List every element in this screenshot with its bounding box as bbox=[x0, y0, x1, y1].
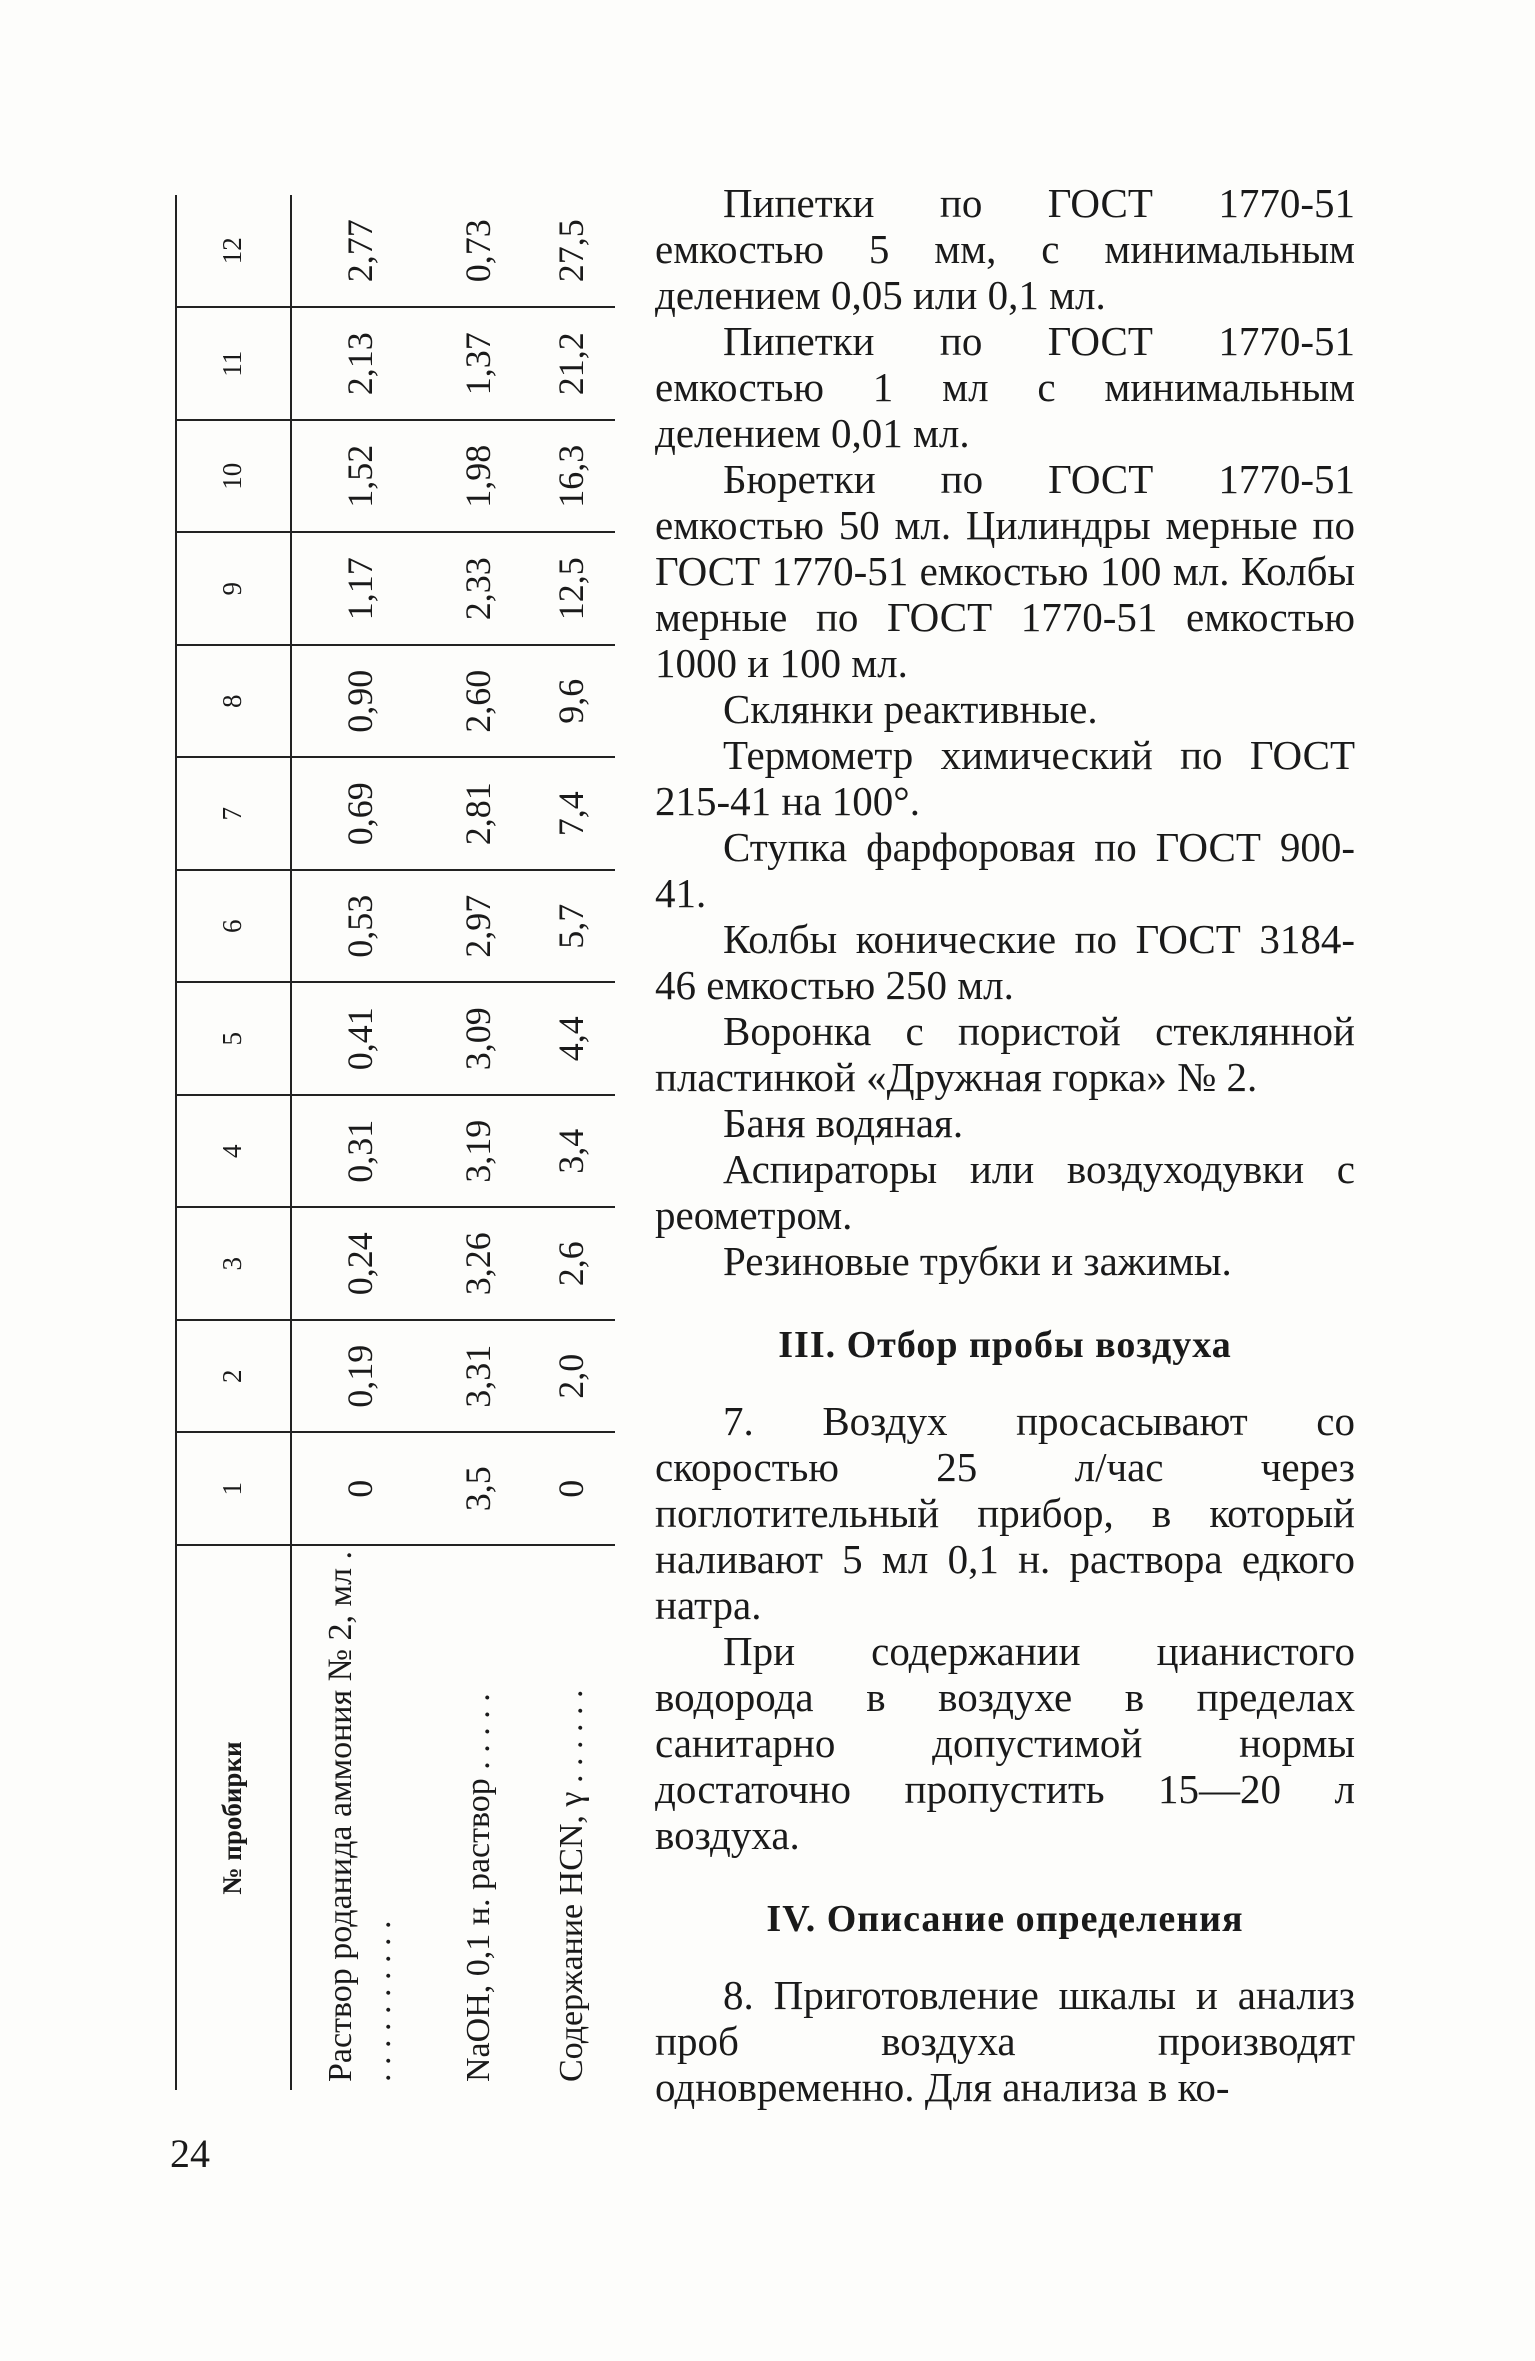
paragraph: Пипетки по ГОСТ 1770-51 емкостью 1 мл с минимальным делением 0,01 мл. bbox=[655, 318, 1355, 456]
row-label: Раствор роданида аммония № 2, мл . . . . . . . . . . . bbox=[322, 1550, 399, 2082]
table-cell: 0,31 bbox=[291, 1095, 429, 1208]
table-cell: 2,97 bbox=[429, 870, 528, 983]
page-number: 24 bbox=[170, 2131, 210, 2176]
rotated-table-frame bbox=[175, 195, 615, 2090]
paragraph: 7. Воздух просасывают со скоростью 25 л/час через поглотительный прибор, в который наливают 5 мл 0,1 н. раствора едкого натра. bbox=[655, 1398, 1355, 1628]
header-cell: 2 bbox=[175, 1320, 291, 1433]
table-cell: 7,4 bbox=[527, 758, 615, 871]
header-cell: 5 bbox=[175, 983, 291, 1096]
header-cell: 10 bbox=[175, 420, 291, 533]
section-heading-4: IV. Описание определения bbox=[766, 1898, 1244, 1940]
section-heading-3: III. Отбор пробы воздуха bbox=[778, 1324, 1232, 1366]
table-cell: 2,81 bbox=[429, 758, 528, 871]
table-row bbox=[429, 195, 528, 2090]
table-cell: 2,33 bbox=[429, 533, 528, 646]
table-cell: 5,7 bbox=[527, 870, 615, 983]
table-row bbox=[291, 195, 429, 2090]
header-cell: 1 bbox=[175, 1433, 291, 1546]
table-header-row bbox=[175, 195, 291, 2090]
calibration-table bbox=[175, 195, 615, 2090]
table-rotator bbox=[175, 195, 615, 2090]
table-cell: 9,6 bbox=[527, 645, 615, 758]
table-cell: 4,4 bbox=[527, 983, 615, 1096]
header-cell: 8 bbox=[175, 645, 291, 758]
header-cell: 11 bbox=[175, 308, 291, 421]
table-cell: 0,41 bbox=[291, 983, 429, 1096]
table-cell: 1,37 bbox=[429, 308, 528, 421]
table-cell: 0 bbox=[527, 1433, 615, 1546]
table-cell: 0,24 bbox=[291, 1208, 429, 1321]
table-cell: 16,3 bbox=[527, 420, 615, 533]
paragraph: Резиновые трубки и зажимы. bbox=[723, 1238, 1232, 1284]
paragraph: Пипетки по ГОСТ 1770-51 емкостью 5 мм, с минимальным делением 0,05 или 0,1 мл. bbox=[655, 180, 1355, 318]
header-cell: 6 bbox=[175, 870, 291, 983]
table-cell: 21,2 bbox=[527, 308, 615, 421]
table-cell: 27,5 bbox=[527, 195, 615, 308]
header-cell: 4 bbox=[175, 1095, 291, 1208]
row-label: Содержание HCN, γ . . . . . . bbox=[552, 1689, 590, 2082]
paragraph: Колбы конические по ГОСТ 3184-46 емкостью 250 мл. bbox=[655, 916, 1355, 1008]
table-cell: 12,5 bbox=[527, 533, 615, 646]
table-cell: 3,5 bbox=[429, 1433, 528, 1546]
paragraph: Бюретки по ГОСТ 1770-51 емкостью 50 мл. Цилиндры мерные по ГОСТ 1770-51 емкостью 100 мл. Колбы мерные по ГОСТ 1770-51 емкостью 1000 и 100 мл. bbox=[655, 456, 1355, 686]
table-cell: 0,73 bbox=[429, 195, 528, 308]
table-cell: 3,4 bbox=[527, 1095, 615, 1208]
table-cell: 3,19 bbox=[429, 1095, 528, 1208]
table-cell: 0,53 bbox=[291, 870, 429, 983]
table-cell: 3,09 bbox=[429, 983, 528, 1096]
paragraph: Баня водяная. bbox=[723, 1100, 964, 1146]
table-cell: 2,77 bbox=[291, 195, 429, 308]
header-cell: 3 bbox=[175, 1208, 291, 1321]
table-cell: 0,69 bbox=[291, 758, 429, 871]
table-cell: 1,52 bbox=[291, 420, 429, 533]
table-cell: 3,31 bbox=[429, 1320, 528, 1433]
header-label: № пробирки bbox=[175, 1545, 291, 2090]
table-cell: 2,6 bbox=[527, 1208, 615, 1321]
table-cell: 2,13 bbox=[291, 308, 429, 421]
paragraph: 8. Приготовление шкалы и анализ проб воздуха производят одновременно. Для анализа в ко- bbox=[655, 1972, 1355, 2110]
text-column bbox=[655, 180, 1355, 2110]
table-cell: 2,0 bbox=[527, 1320, 615, 1433]
table-frame-rule bbox=[175, 195, 177, 2090]
header-cell: 9 bbox=[175, 533, 291, 646]
header-cell: 7 bbox=[175, 758, 291, 871]
table-cell: 3,26 bbox=[429, 1208, 528, 1321]
paragraph: Склянки реактивные. bbox=[723, 686, 1098, 732]
paragraph: Термометр химический по ГОСТ 215-41 на 100°. bbox=[655, 732, 1355, 824]
table-cell: 0,90 bbox=[291, 645, 429, 758]
paragraph: Ступка фарфоровая по ГОСТ 900-41. bbox=[655, 824, 1355, 916]
table-cell: 2,60 bbox=[429, 645, 528, 758]
paragraph: Воронка с пористой стеклянной пластинкой «Дружная горка» № 2. bbox=[655, 1008, 1355, 1100]
table-cell: 0,19 bbox=[291, 1320, 429, 1433]
paragraph: Аспираторы или воздуходувки с реометром. bbox=[655, 1146, 1355, 1238]
paragraph: При содержании цианистого водорода в воздухе в пределах санитарно допустимой нормы достаточно пропустить 15—20 л воздуха. bbox=[655, 1628, 1355, 1858]
header-cell: 12 bbox=[175, 195, 291, 308]
table-cell: 0 bbox=[291, 1433, 429, 1546]
table-row bbox=[527, 195, 615, 2090]
table-cell: 1,17 bbox=[291, 533, 429, 646]
row-label: NaOH, 0,1 н. раствор . . . . . bbox=[459, 1693, 497, 2082]
table-cell: 1,98 bbox=[429, 420, 528, 533]
